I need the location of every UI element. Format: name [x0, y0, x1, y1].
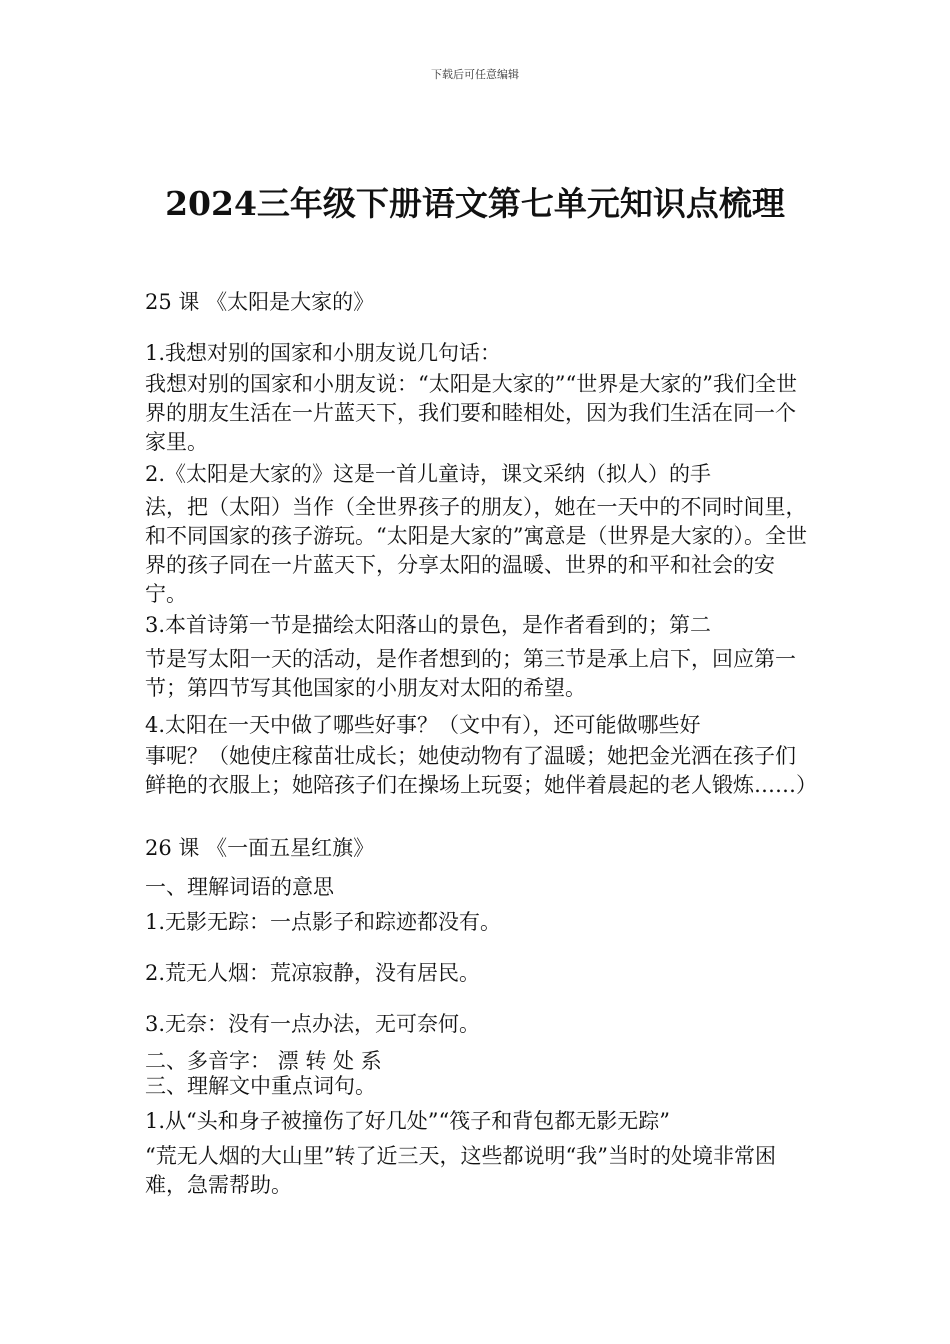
word-meaning-1: 1.无影无踪：一点影子和踪迹都没有。 — [145, 910, 502, 934]
lesson-25-heading: 25 课 《太阳是大家的》 — [145, 290, 375, 314]
lesson-25-answer-1: 我想对别的国家和小朋友说：“太阳是大家的”“世界是大家的”我们全世界的朋友生活在一片蓝天下，我们要和睦相处，因为我们生活在同一个家里。 — [145, 372, 797, 454]
lesson-25-answer-2: 法，把（太阳）当作（全世界孩子的朋友），她在一天中的不同时间里，和不同国家的孩子游玩。“太阳是大家的”寓意是（世界是大家的）。全世界的孩子同在一片蓝天下，分享太阳的温暖、世界的和平和社会的安宁。 — [145, 495, 807, 606]
word-meaning-2: 2.荒无人烟：荒凉寂静，没有居民。 — [145, 961, 481, 985]
lesson-25-question-4: 4.太阳在一天中做了哪些好事？（文中有），还可能做哪些好 — [145, 713, 701, 737]
lesson-25-question-3: 3.本首诗第一节是描绘太阳落山的景色，是作者看到的；第二 — [145, 613, 712, 637]
section-heading-1: 一、理解词语的意思 — [145, 875, 334, 899]
lesson-26-heading: 26 课 《一面五星红旗》 — [145, 836, 375, 860]
sentence-1-rest: “荒无人烟的大山里”转了近三天，这些都说明“我”当时的处境非常困难，急需帮助。 — [145, 1144, 776, 1197]
lesson-25-answer-3: 节是写太阳一天的活动，是作者想到的；第三节是承上启下，回应第一节；第四节写其他国家的小朋友对太阳的希望。 — [145, 647, 796, 700]
word-meaning-3: 3.无奈：没有一点办法，无可奈何。 — [145, 1012, 481, 1036]
page-title: 2024三年级下册语文第七单元知识点梳理 — [165, 184, 785, 223]
header-note: 下载后可任意编辑 — [431, 68, 519, 81]
lesson-25-question-1: 1.我想对别的国家和小朋友说几句话： — [145, 341, 502, 365]
lesson-25-answer-4: 事呢？（她使庄稼苗壮成长；她使动物有了温暖；她把金光洒在孩子们鲜艳的衣服上；她陪孩子们在操场上玩耍；她伴着晨起的老人锻炼……） — [145, 744, 817, 797]
lesson-25-question-2: 2.《太阳是大家的》这是一首儿童诗，课文采纳（拟人）的手 — [145, 462, 712, 486]
section-heading-3: 三、理解文中重点词句。 — [145, 1074, 376, 1098]
sentence-1-first-line: 1.从“头和身子被撞伤了好几处”“筏子和背包都无影无踪” — [145, 1109, 670, 1133]
section-heading-2: 二、多音字： 漂 转 处 系 — [145, 1049, 382, 1073]
